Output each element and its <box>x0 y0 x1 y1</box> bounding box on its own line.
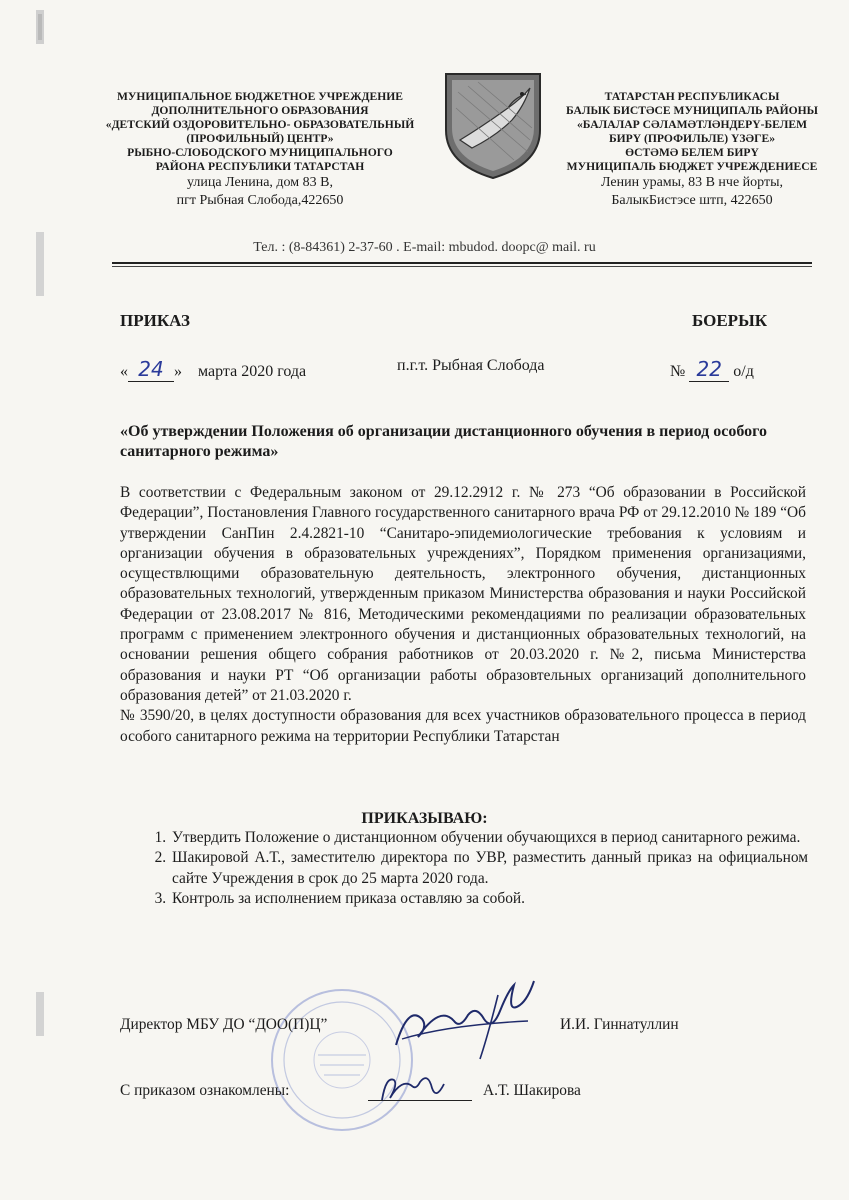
number-sign: № <box>670 363 686 380</box>
list-item: 1. Утвердить Положение о дистанционном обучении обучающихся в период санитарного режима. <box>170 828 808 848</box>
date-open-quote: « <box>120 363 128 380</box>
scan-margin-marks <box>34 990 48 1040</box>
place: п.г.т. Рыбная Слобода <box>397 357 545 374</box>
acknowledgement-name: А.Т. Шакирова <box>483 1082 581 1099</box>
acknowledgement-label: С приказом ознакомлены: <box>120 1082 290 1099</box>
preamble <box>120 483 806 747</box>
list-item: 3. Контроль за исполнением приказа оставляю за собой. <box>170 889 808 909</box>
contacts-line: Тел. : (8-84361) 2-37-60 . E-mail: mbudod. doopc@ mail. ru <box>253 240 596 255</box>
header-right-line: ӨСТӘМӘ БЕЛЕМ БИРҮ <box>625 146 759 159</box>
preamble-paragraph: В соответствии с Федеральным законом от 29.12.2912 г. № 273 “Об образовании в Российской Федерации”, Постановления Главного государственного санитарного врача РФ от 29.12.2010 № 189 “Об утверждении СанПин 2.4.2821-10 “Санитаро-эпидемиологические требования к условиям и организации обучения в образовательных учреждениях”, Порядком применения организациями, осуществлющими образовательную деятельность, электронного обучения, дистанционных образовательных технологий, утвержденным приказом Министерства образования и науки Российской Федерации от 23.08.2017 № 816, Методическими рекомендациями по реализации образовательных программ с применением электронного обучения и дистанционных образовательных технологий, на основании решения общего собрания работников от 20.03.2020 г. №2, письма Министерства образования и науки РТ “Об организации работы образовтельных организаций дополнительного образования детей” от 21.03.2020 г. <box>120 484 806 704</box>
director-name: И.И. Гиннатуллин <box>560 1016 679 1033</box>
header-left-line: (ПРОФИЛЬНЫЙ) ЦЕНТР» <box>186 132 334 145</box>
header-left-line: «ДЕТСКИЙ ОЗДОРОВИТЕЛЬНО- ОБРАЗОВАТЕЛЬНЫЙ <box>105 118 415 131</box>
header-divider <box>112 266 812 267</box>
acknowledgement-signature-icon <box>372 1068 472 1108</box>
order-number-value: 22 <box>689 357 729 382</box>
list-item: 2. Шакировой А.Т., заместителю директора по УВР, разместить данный приказ на официальном сайте Учреждения в срок до 25 марта 2020 года. <box>170 848 808 889</box>
date-day: 24 <box>128 357 174 382</box>
header-right-line: БАЛЫК БИСТӘСЕ МУНИЦИПАЛЬ РАЙОНЫ <box>565 104 819 117</box>
date-month-year: марта 2020 года <box>198 363 307 380</box>
date <box>120 357 306 382</box>
header-right-line: ТАТАРСТАН РЕСПУБЛИКАСЫ <box>604 90 780 103</box>
header-right-line: «БАЛАЛАР СӘЛАМӘТЛӘНДЕРҮ-БЕЛЕМ <box>576 118 808 131</box>
header-right-address: Ленин урамы, 83 В нче йорты, <box>601 175 783 190</box>
order-title: «Об утверждении Положения об организации дистанционного обучения в период особого санитарного режима» <box>120 423 767 460</box>
header-left-address: пгт Рыбная Слобода,422650 <box>176 193 344 208</box>
scan-margin-marks <box>34 8 48 48</box>
header-left-line: РЫБНО-СЛОБОДСКОГО МУНИЦИПАЛЬНОГО <box>127 146 393 159</box>
header-divider <box>112 262 812 264</box>
order-items <box>122 828 808 909</box>
header-right <box>552 90 832 210</box>
order-word: ПРИКАЗЫВАЮ: <box>361 810 488 827</box>
header-right-address: БалыкБистэсе штп, 422650 <box>611 193 773 208</box>
date-close-quote: » <box>174 363 182 380</box>
order-number-suffix: о/д <box>733 363 754 380</box>
header-left-line: МУНИЦИПАЛЬНОЕ БЮДЖЕТНОЕ УЧРЕЖДЕНИЕ <box>116 90 404 103</box>
header-right-line: БИРҮ (ПРОФИЛЬЛЕ) ҮЗӘГЕ» <box>609 132 775 145</box>
order-number <box>670 357 754 382</box>
header-left <box>80 90 440 210</box>
header-left-line: РАЙОНА РЕСПУБЛИКИ ТАТАРСТАН <box>155 160 365 173</box>
preamble-paragraph: № 3590/20, в целях доступности образования для всех участников образовательного процесса в период особого санитарного режима на территории Республики Татарстан <box>120 707 806 745</box>
doc-type-tt: БОЕРЫК <box>692 311 768 330</box>
header-left-address: улица Ленина, дом 83 В, <box>187 175 333 190</box>
doc-type-ru: ПРИКАЗ <box>120 311 190 330</box>
header-left-line: ДОПОЛНИТЕЛЬНОГО ОБРАЗОВАНИЯ <box>151 104 369 117</box>
director-role: Директор МБУ ДО “ДОО(П)Ц” <box>120 1016 328 1033</box>
header-right-line: МУНИЦИПАЛЬ БЮДЖЕТ УЧРЕЖДЕНИЕСЕ <box>566 160 818 173</box>
coat-of-arms-icon <box>438 68 548 180</box>
director-signature-icon <box>388 975 538 1065</box>
